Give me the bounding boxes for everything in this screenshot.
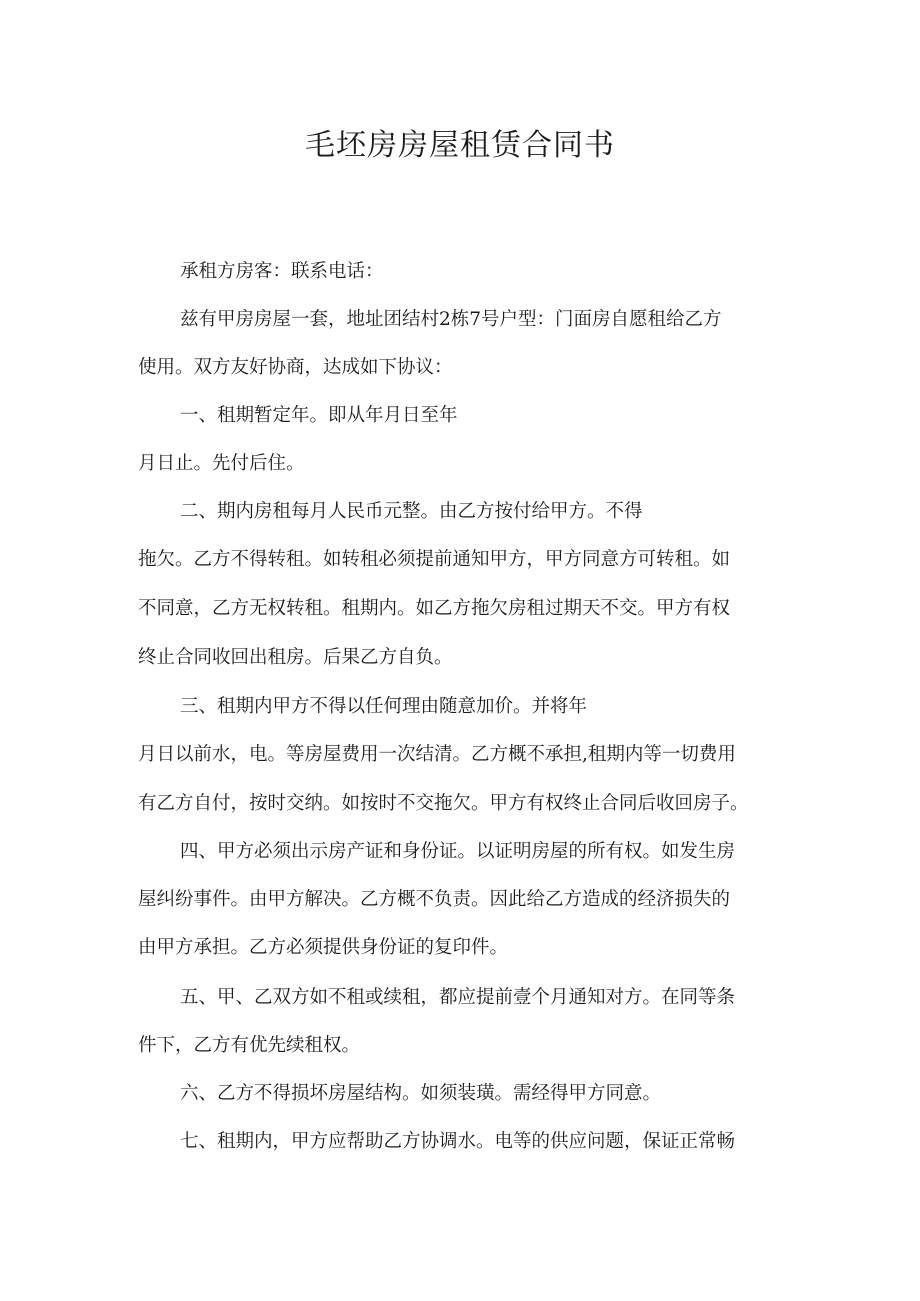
text-line: 七、租期内，甲方应帮助乙方协调水。电等的供应问题，保证正常畅 — [180, 1131, 736, 1152]
text-line: 承租方房客：联系电话： — [180, 261, 384, 282]
text-line: 五、甲、乙双方如不租或续租，都应提前壹个月通知对方。在同等条 — [180, 987, 736, 1008]
text-line: 兹有甲房房屋一套，地址团结村2栋7号户型：门面房自愿租给乙方 — [180, 309, 722, 330]
text-line: 件下，乙方有优先续租权。 — [138, 1035, 361, 1056]
text-line: 终止合同收回出租房。后果乙方自负。 — [138, 647, 453, 668]
text-line: 月日以前水，电。等房屋费用一次结清。乙方概不承担,租期内等一切费用 — [138, 744, 736, 765]
text-line: 三、租期内甲方不得以任何理由随意加价。并将年 — [180, 696, 588, 717]
text-line: 由甲方承担。乙方必须提供身份证的复印件。 — [138, 937, 509, 958]
text-line: 二、期内房租每月人民币元整。由乙方按付给甲方。不得 — [180, 501, 643, 522]
document-title: 毛坯房房屋租赁合同书 — [305, 128, 615, 163]
text-line: 有乙方自付，按时交纳。如按时不交拖欠。甲方有权终止合同后收回房子。 — [138, 793, 749, 814]
text-line: 屋纠纷事件。由甲方解决。乙方概不负责。因此给乙方造成的经济损失的 — [138, 889, 731, 910]
text-line: 四、甲方必须出示房产证和身份证。以证明房屋的所有权。如发生房 — [180, 841, 736, 862]
text-line: 拖欠。乙方不得转租。如转租必须提前通知甲方，甲方同意方可转租。如 — [138, 549, 731, 570]
text-line: 使用。双方友好协商，达成如下协议： — [138, 357, 453, 378]
text-line: 月日止。先付后住。 — [138, 453, 305, 474]
text-line: 一、租期暂定年。即从年月日至年 — [180, 405, 458, 426]
text-line: 六、乙方不得损坏房屋结构。如须装璜。需经得甲方同意。 — [180, 1083, 662, 1104]
text-line: 不同意，乙方无权转租。租期内。如乙方拖欠房租过期天不交。甲方有权 — [138, 598, 731, 619]
